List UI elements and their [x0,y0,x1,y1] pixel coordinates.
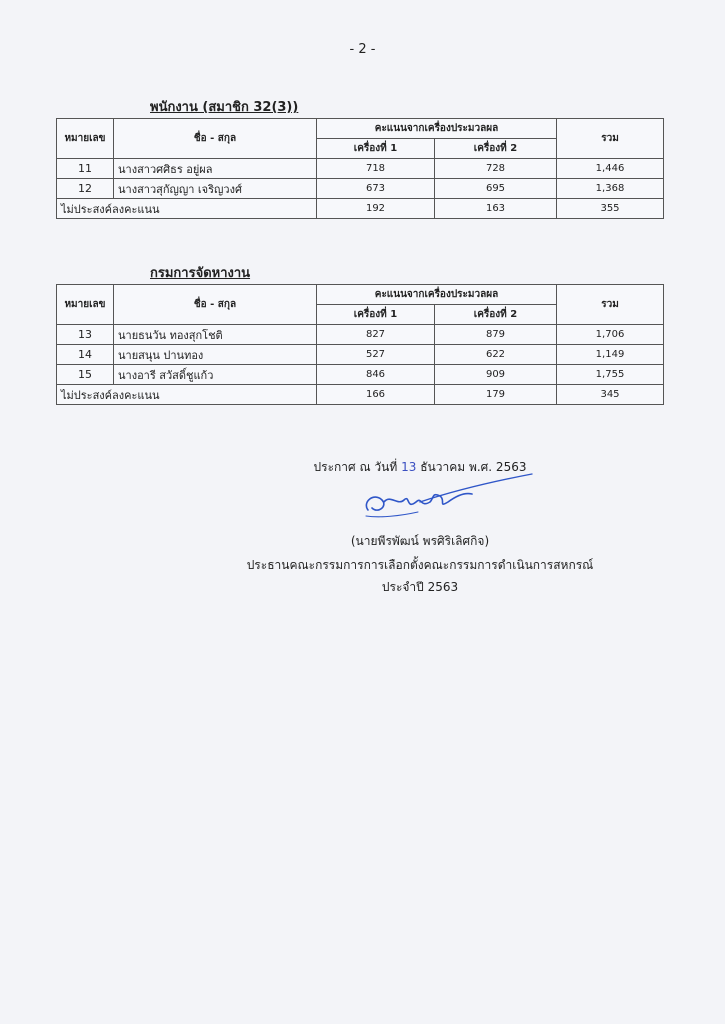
machine-2-score: 695 [435,179,557,199]
total-score: 345 [557,385,664,405]
candidate-number: 11 [57,159,114,179]
table-row [57,345,664,365]
machine-1-score: 192 [317,199,435,219]
header-total: รวม [557,119,664,159]
machine-2-score: 179 [435,385,557,405]
candidate-number: 15 [57,365,114,385]
signer-year: ประจำปี 2563 [381,580,459,594]
machine-2-score: 622 [435,345,557,365]
total-score: 1,368 [557,179,664,199]
results-table-employment-dept [56,284,664,405]
header-name: ชื่อ - สกุล [114,285,317,325]
machine-1-score: 846 [317,365,435,385]
candidate-name: นางสาวศศิธร อยู่ผล [114,159,317,179]
machine-1-score: 527 [317,345,435,365]
candidate-name: นางอารี สวัสดิ์ชูแก้ว [114,365,317,385]
section-title-employment-dept: กรมการจัดหางาน [150,266,251,281]
candidate-name: นายสนุน ปานทอง [114,345,317,365]
results-table-employees [56,118,664,219]
total-score: 1,755 [557,365,664,385]
candidate-number: 13 [57,325,114,345]
candidate-number: 12 [57,179,114,199]
total-score: 1,706 [557,325,664,345]
handwritten-signature [360,472,540,522]
announcement-day: 13 [401,460,417,474]
abstain-row [57,199,664,219]
abstain-row [57,385,664,405]
announcement-month-year: ธันวาคม พ.ศ. 2563 [420,460,527,474]
total-score: 1,446 [557,159,664,179]
machine-1-score: 673 [317,179,435,199]
machine-1-score: 718 [317,159,435,179]
page-number: - 2 - [349,42,376,57]
machine-2-score: 163 [435,199,557,219]
table-row [57,179,664,199]
header-machine-1: เครื่องที่ 1 [317,139,435,159]
header-machine-1: เครื่องที่ 1 [317,305,435,325]
abstain-label: ไม่ประสงค์ลงคะแนน [57,385,317,405]
abstain-label: ไม่ประสงค์ลงคะแนน [57,199,317,219]
header-number: หมายเลข [57,119,114,159]
signer-position: ประธานคณะกรรมการการเลือกตั้งคณะกรรมการดำเนินการสหกรณ์ [246,558,594,572]
candidate-name: นายธนวัน ทองสุกโชติ [114,325,317,345]
signer-name: (นายพีรพัฒน์ พรศิริเลิศกิจ) [350,534,490,548]
table-row [57,325,664,345]
total-score: 355 [557,199,664,219]
machine-1-score: 166 [317,385,435,405]
table-row [57,159,664,179]
header-score-group: คะแนนจากเครื่องประมวลผล [317,285,557,305]
candidate-name: นางสาวสุกัญญา เจริญวงศ์ [114,179,317,199]
header-machine-2: เครื่องที่ 2 [435,305,557,325]
header-score-group: คะแนนจากเครื่องประมวลผล [317,119,557,139]
machine-2-score: 879 [435,325,557,345]
header-name: ชื่อ - สกุล [114,119,317,159]
header-total: รวม [557,285,664,325]
machine-2-score: 728 [435,159,557,179]
table-row [57,365,664,385]
candidate-number: 14 [57,345,114,365]
header-number: หมายเลข [57,285,114,325]
machine-2-score: 909 [435,365,557,385]
announcement-prefix: ประกาศ ณ วันที่ [313,460,398,474]
section-title-employees: พนักงาน (สมาชิก 32(3)) [150,100,299,115]
header-machine-2: เครื่องที่ 2 [435,139,557,159]
total-score: 1,149 [557,345,664,365]
machine-1-score: 827 [317,325,435,345]
